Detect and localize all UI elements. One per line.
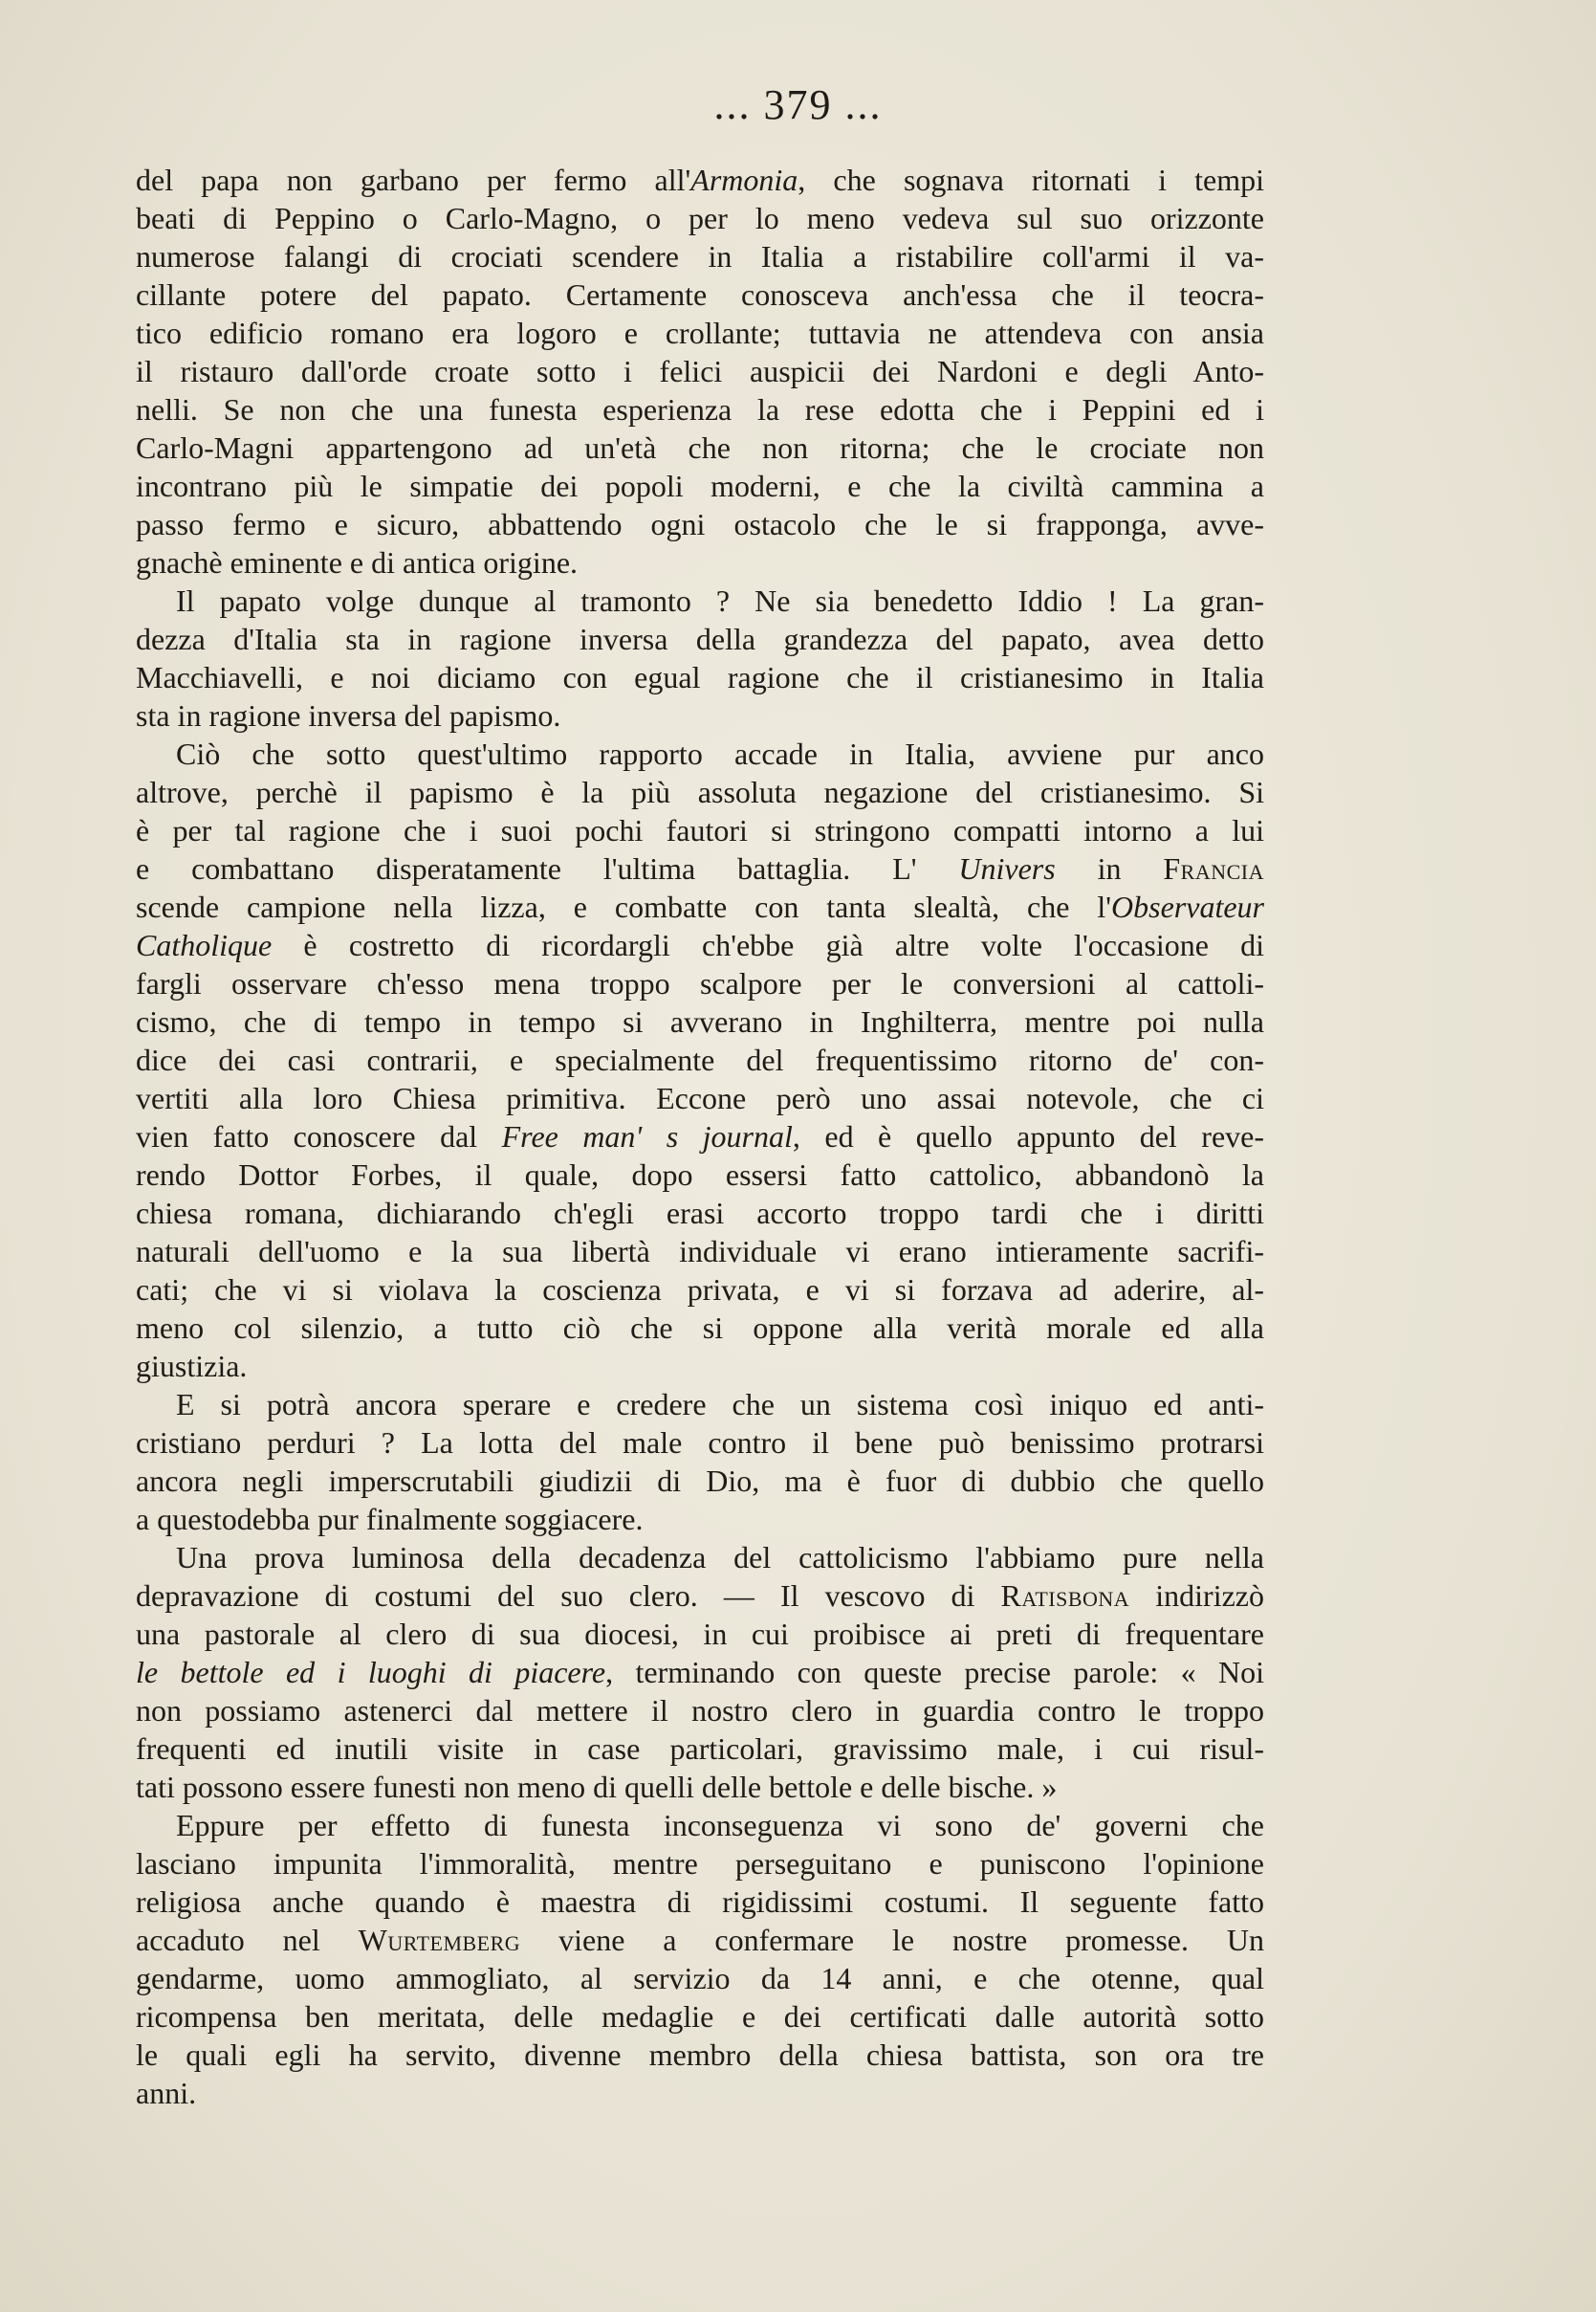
italic-text: Univers bbox=[958, 851, 1056, 886]
text-segment: depravazione di costumi del suo clero. — Il vescovo di bbox=[136, 1578, 1001, 1613]
text-segment: Macchiavelli, e noi diciamo con egual ragione che il cristianesimo in Italia bbox=[136, 660, 1264, 694]
text-segment: tati possono essere funesti non meno di quelli delle bettole e delle bische. » bbox=[136, 1770, 1058, 1804]
text-line bbox=[136, 1576, 1264, 1615]
text-segment: a questodebba pur finalmente soggiacere. bbox=[136, 1502, 644, 1536]
text-line bbox=[136, 1156, 1264, 1194]
text-segment: rendo Dottor Forbes, il quale, dopo essersi fatto cattolico, abbandonò la bbox=[136, 1157, 1264, 1192]
text-segment: del papa non garbano per fermo all' bbox=[136, 163, 691, 197]
text-segment: ancora negli imperscrutabili giudizii di Dio, ma è fuor di dubbio che quello bbox=[136, 1464, 1264, 1498]
text-line bbox=[136, 773, 1264, 811]
text-line bbox=[136, 1729, 1264, 1768]
text-line bbox=[136, 275, 1264, 314]
text-segment: indirizzò bbox=[1129, 1578, 1265, 1613]
text-line bbox=[136, 1385, 1264, 1423]
text-line bbox=[136, 1615, 1264, 1653]
text-line bbox=[136, 1844, 1264, 1883]
text-segment: giustizia. bbox=[136, 1349, 248, 1383]
text-segment: dice dei casi contrarii, e specialmente del frequentissimo ritorno de' con- bbox=[136, 1043, 1264, 1077]
text-segment: in bbox=[1055, 851, 1164, 886]
text-line bbox=[136, 314, 1264, 352]
text-line bbox=[136, 1462, 1264, 1500]
text-line bbox=[136, 199, 1264, 237]
text-line bbox=[136, 237, 1264, 275]
text-line bbox=[136, 1194, 1264, 1232]
italic-text: Armonia bbox=[690, 163, 798, 197]
text-line bbox=[136, 620, 1264, 658]
text-line bbox=[136, 161, 1264, 199]
text-line bbox=[136, 1959, 1264, 1997]
text-segment: cillante potere del papato. Certamente conosceva anch'essa che il teocra- bbox=[136, 277, 1264, 312]
text-line bbox=[136, 352, 1264, 390]
text-line bbox=[136, 696, 1264, 735]
text-line bbox=[136, 1347, 1264, 1385]
text-segment: frequenti ed inutili visite in case particolari, gravissimo male, i cui risul- bbox=[136, 1731, 1264, 1766]
text-line bbox=[136, 543, 1264, 582]
text-line bbox=[136, 1883, 1264, 1921]
text-line bbox=[136, 582, 1264, 620]
small-caps-text: Francia bbox=[1163, 851, 1265, 886]
text-segment: Una prova luminosa della decadenza del cattolicismo l'abbiamo pure nella bbox=[176, 1540, 1264, 1574]
text-segment: gnachè eminente e di antica origine. bbox=[136, 545, 579, 580]
text-segment: sta in ragione inversa del papismo. bbox=[136, 698, 561, 733]
text-segment: le quali egli ha servito, divenne membro della chiesa battista, son ora tre bbox=[136, 2037, 1264, 2072]
text-segment: meno col silenzio, a tutto ciò che si oppone alla verità morale ed alla bbox=[136, 1310, 1264, 1345]
text-line bbox=[136, 2036, 1264, 2074]
italic-text: Free man' s journal bbox=[501, 1119, 793, 1154]
italic-text: le bettole ed i luoghi di piacere bbox=[136, 1655, 606, 1689]
text-segment: gendarme, uomo ammogliato, al servizio da 14 anni, e che otenne, qual bbox=[136, 1961, 1264, 1995]
text-segment: naturali dell'uomo e la sua libertà individuale vi erano intieramente sacrifi- bbox=[136, 1234, 1264, 1268]
text-line bbox=[136, 467, 1264, 505]
text-line bbox=[136, 1538, 1264, 1576]
text-segment: , ed è quello appunto del reve- bbox=[792, 1119, 1264, 1154]
text-line bbox=[136, 926, 1264, 964]
text-segment: , terminando con queste precise parole: « Noi bbox=[605, 1655, 1265, 1689]
text-line bbox=[136, 1768, 1264, 1806]
text-segment: altrove, perchè il papismo è la più assoluta negazione del cristianesimo. Si bbox=[136, 775, 1264, 809]
text-line bbox=[136, 1232, 1264, 1270]
text-segment: tico edificio romano era logoro e crollante; tuttavia ne attendeva con ansia bbox=[136, 316, 1264, 350]
text-segment: è costretto di ricordargli ch'ebbe già altre volte l'occasione di bbox=[272, 928, 1264, 962]
text-segment: vertiti alla loro Chiesa primitiva. Eccone però uno assai notevole, che ci bbox=[136, 1081, 1264, 1115]
small-caps-text: Ratisbona bbox=[1000, 1578, 1130, 1613]
italic-text: Catholique bbox=[136, 928, 273, 962]
text-line bbox=[136, 1041, 1264, 1079]
text-segment: è per tal ragione che i suoi pochi fautori si stringono compatti intorno a lui bbox=[136, 813, 1264, 848]
text-line bbox=[136, 658, 1264, 696]
text-line bbox=[136, 429, 1264, 467]
text-segment: nelli. Se non che una funesta esperienza la rese edotta che i Peppini ed i bbox=[136, 392, 1264, 427]
text-segment: fargli osservare ch'esso mena troppo scalpore per le conversioni al cattoli- bbox=[136, 966, 1264, 1001]
text-line bbox=[136, 735, 1264, 773]
text-segment: Eppure per effetto di funesta inconseguenza vi sono de' governi che bbox=[176, 1808, 1264, 1842]
text-segment: anni. bbox=[136, 2076, 197, 2110]
text-line bbox=[136, 811, 1264, 849]
text-line bbox=[136, 1117, 1264, 1156]
text-segment: vien fatto conoscere dal bbox=[136, 1119, 502, 1154]
italic-text: Observateur bbox=[1111, 890, 1264, 924]
text-segment: accaduto nel bbox=[136, 1923, 359, 1957]
text-segment: chiesa romana, dichiarando ch'egli erasi accorto troppo tardi che i diritti bbox=[136, 1196, 1264, 1230]
text-line bbox=[136, 2074, 1264, 2112]
text-segment: , che sognava ritornati i tempi bbox=[798, 163, 1265, 197]
text-segment: viene a confermare le nostre promesse. Un bbox=[520, 1923, 1265, 1957]
text-segment: dezza d'Italia sta in ragione inversa della grandezza del papato, avea detto bbox=[136, 622, 1264, 656]
text-line bbox=[136, 1653, 1264, 1691]
text-line bbox=[136, 849, 1264, 888]
text-segment: Carlo-Magni appartengono ad un'età che non ritorna; che le crociate non bbox=[136, 430, 1264, 465]
text-segment: una pastorale al clero di sua diocesi, in cui proibisce ai preti di frequentare bbox=[136, 1617, 1264, 1651]
text-segment: lasciano impunita l'immoralità, mentre perseguitano e puniscono l'opinione bbox=[136, 1846, 1264, 1881]
text-line bbox=[136, 1079, 1264, 1117]
text-segment: cristiano perduri ? La lotta del male contro il bene può benissimo protrarsi bbox=[136, 1425, 1264, 1460]
small-caps-text: Wurtemberg bbox=[358, 1923, 521, 1957]
page-number: ... 379 ... bbox=[713, 81, 883, 128]
text-segment: il ristauro dall'orde croate sotto i felici auspicii dei Nardoni e degli Anto- bbox=[136, 354, 1264, 388]
text-line bbox=[136, 1806, 1264, 1844]
text-segment: E si potrà ancora sperare e credere che un sistema così iniquo ed anti- bbox=[176, 1387, 1264, 1421]
text-line bbox=[136, 505, 1264, 543]
text-line bbox=[136, 888, 1264, 926]
text-segment: e combattano disperatamente l'ultima battaglia. L' bbox=[136, 851, 959, 886]
text-line bbox=[136, 1309, 1264, 1347]
body-text bbox=[136, 161, 1264, 2112]
text-segment: incontrano più le simpatie dei popoli moderni, e che la civiltà cammina a bbox=[136, 469, 1264, 503]
text-line bbox=[136, 1270, 1264, 1309]
text-segment: Il papato volge dunque al tramonto ? Ne sia benedetto Iddio ! La gran- bbox=[176, 584, 1264, 618]
text-line bbox=[136, 1002, 1264, 1041]
text-line bbox=[136, 1691, 1264, 1729]
text-segment: cismo, che di tempo in tempo si avverano in Inghilterra, mentre poi nulla bbox=[136, 1004, 1264, 1039]
text-segment: Ciò che sotto quest'ultimo rapporto accade in Italia, avviene pur anco bbox=[176, 737, 1264, 771]
text-segment: non possiamo astenerci dal mettere il nostro clero in guardia contro le troppo bbox=[136, 1693, 1264, 1728]
text-line bbox=[136, 390, 1264, 429]
text-segment: cati; che vi si violava la coscienza privata, e vi si forzava ad aderire, al- bbox=[136, 1272, 1264, 1307]
text-segment: religiosa anche quando è maestra di rigidissimi costumi. Il seguente fatto bbox=[136, 1884, 1264, 1919]
text-segment: scende campione nella lizza, e combatte con tanta slealtà, che l' bbox=[136, 890, 1112, 924]
text-line bbox=[136, 1500, 1264, 1538]
text-line bbox=[136, 1921, 1264, 1959]
text-line bbox=[136, 1997, 1264, 2036]
text-segment: numerose falangi di crociati scendere in Italia a ristabilire coll'armi il va- bbox=[136, 239, 1264, 274]
text-segment: passo fermo e sicuro, abbattendo ogni ostacolo che le si frapponga, avve- bbox=[136, 507, 1264, 541]
text-line bbox=[136, 964, 1264, 1002]
text-line bbox=[136, 1423, 1264, 1462]
text-segment: ricompensa ben meritata, delle medaglie e dei certificati dalle autorità sotto bbox=[136, 1999, 1264, 2034]
text-segment: beati di Peppino o Carlo-Magno, o per lo meno vedeva sul suo orizzonte bbox=[136, 201, 1264, 235]
